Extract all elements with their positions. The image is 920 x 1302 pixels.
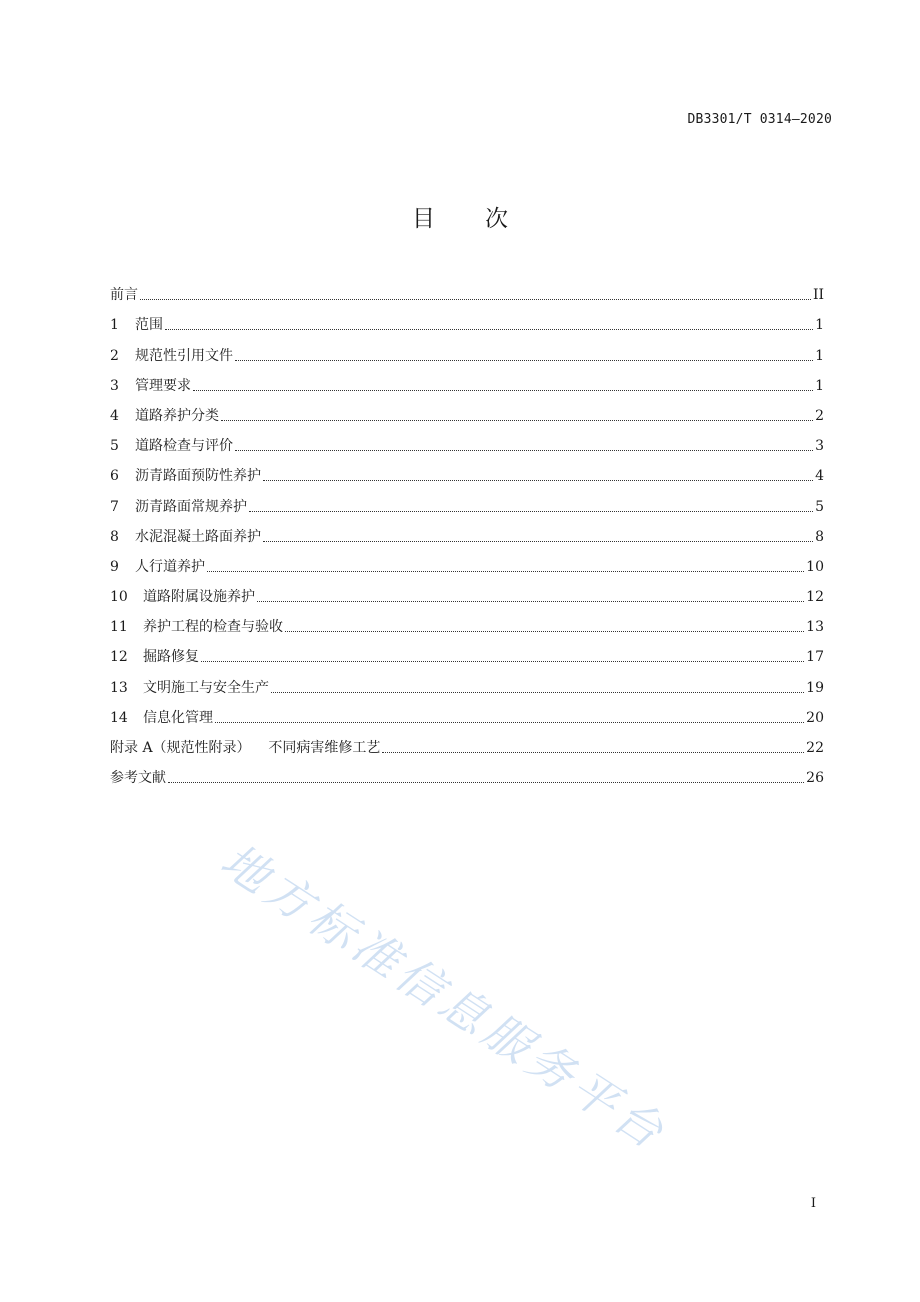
toc-entry-page: 4 [815, 468, 824, 485]
toc-entry-2[interactable] [110, 335, 824, 365]
toc-leader-dots [201, 661, 804, 662]
toc-leader-dots [235, 450, 813, 451]
toc-entry-label: 附录 A（规范性附录） 不同病害维修工艺 [110, 740, 381, 756]
toc-entry-label: 文明施工与安全生产 [143, 679, 269, 696]
toc-entry-10[interactable] [110, 577, 824, 607]
toc-entry-page: 1 [815, 347, 824, 364]
toc-entry-5[interactable] [110, 426, 824, 456]
toc-entry-page: 5 [815, 498, 824, 515]
toc-entry-bibliography[interactable] [110, 758, 824, 788]
toc-entry-7[interactable] [110, 486, 824, 516]
toc-entry-page: 3 [815, 438, 824, 455]
toc-leader-dots [165, 329, 813, 330]
toc-leader-dots [263, 541, 813, 542]
toc-leader-dots [263, 480, 813, 481]
document-number: DB3301/T 0314—2020 [687, 112, 832, 127]
toc-entry-1[interactable] [110, 305, 824, 335]
toc-entry-page: 1 [815, 377, 824, 394]
toc-leader-dots [382, 752, 804, 753]
toc-leader-dots [285, 631, 804, 632]
toc-entry-label: 沥青路面预防性养护 [135, 468, 261, 485]
toc-entry-page: 19 [806, 679, 824, 696]
toc-leader-dots [168, 782, 804, 783]
toc-leader-dots [140, 299, 811, 300]
toc-entry-number: 11 [110, 619, 128, 636]
toc-entry-4[interactable] [110, 396, 824, 426]
toc-entry-number: 3 [110, 377, 119, 394]
toc-entry-page: 26 [806, 770, 824, 787]
toc-entry-foreword[interactable] [110, 275, 824, 305]
toc-entry-page: 12 [806, 589, 824, 606]
toc-entry-label: 参考文献 [110, 770, 166, 787]
toc-entry-12[interactable] [110, 637, 824, 667]
page-title-char-2: 次 [485, 206, 508, 232]
toc-entry-13[interactable] [110, 667, 824, 697]
toc-entry-appendix-a[interactable] [110, 728, 824, 758]
toc-entry-3[interactable] [110, 366, 824, 396]
toc-entry-page: 20 [806, 709, 824, 726]
watermark: 地方标准信息服务平台 [211, 832, 678, 1162]
toc-leader-dots [257, 601, 804, 602]
toc-entry-label: 养护工程的检查与验收 [143, 619, 283, 636]
toc-leader-dots [215, 722, 804, 723]
toc-entry-page: 17 [806, 649, 824, 666]
toc-entry-number: 6 [110, 468, 119, 485]
toc-entry-page: 22 [806, 740, 824, 756]
toc-entry-number: 12 [110, 649, 128, 666]
toc-leader-dots [207, 571, 804, 572]
toc-leader-dots [249, 511, 813, 512]
toc-entry-label: 信息化管理 [143, 709, 213, 726]
toc-entry-label: 人行道养护 [135, 558, 205, 575]
toc-entry-number: 10 [110, 589, 128, 606]
toc-leader-dots [193, 390, 813, 391]
page-title-char-1: 目 [412, 206, 435, 232]
toc-entry-label: 前言 [110, 287, 138, 304]
toc-entry-label: 管理要求 [135, 377, 191, 394]
page-title [0, 200, 920, 233]
toc-entry-label: 道路养护分类 [135, 407, 219, 424]
toc-entry-number: 13 [110, 679, 128, 696]
toc-entry-8[interactable] [110, 517, 824, 547]
toc-entry-label: 掘路修复 [143, 649, 199, 666]
toc-entry-number: 8 [110, 528, 119, 545]
toc-entry-number: 1 [110, 317, 119, 334]
toc-entry-page: 1 [815, 317, 824, 334]
toc-entry-label: 道路检查与评价 [135, 438, 233, 455]
toc-entry-number: 4 [110, 407, 119, 424]
toc-entry-11[interactable] [110, 607, 824, 637]
toc-entry-number: 9 [110, 558, 119, 575]
toc-entry-number: 2 [110, 347, 119, 364]
toc-entry-label: 水泥混凝土路面养护 [135, 528, 261, 545]
toc-entry-label: 规范性引用文件 [135, 347, 233, 364]
toc-leader-dots [221, 420, 813, 421]
toc-entry-14[interactable] [110, 698, 824, 728]
toc-entry-number: 5 [110, 438, 119, 455]
toc-entry-page: 13 [806, 619, 824, 636]
toc-leader-dots [271, 692, 804, 693]
page-number: I [810, 1196, 816, 1211]
toc-entry-page: 10 [806, 558, 824, 575]
toc-entry-number: 7 [110, 498, 119, 515]
toc-entry-label: 沥青路面常规养护 [135, 498, 247, 515]
toc-entry-6[interactable] [110, 456, 824, 486]
toc-entry-label: 道路附属设施养护 [143, 589, 255, 606]
toc-entry-page: II [812, 287, 824, 304]
toc-leader-dots [235, 360, 813, 361]
table-of-contents [110, 275, 824, 788]
toc-entry-page: 2 [815, 407, 824, 424]
toc-entry-page: 8 [815, 528, 824, 545]
toc-entry-9[interactable] [110, 547, 824, 577]
toc-entry-label: 范围 [135, 317, 163, 334]
toc-entry-number: 14 [110, 709, 128, 726]
